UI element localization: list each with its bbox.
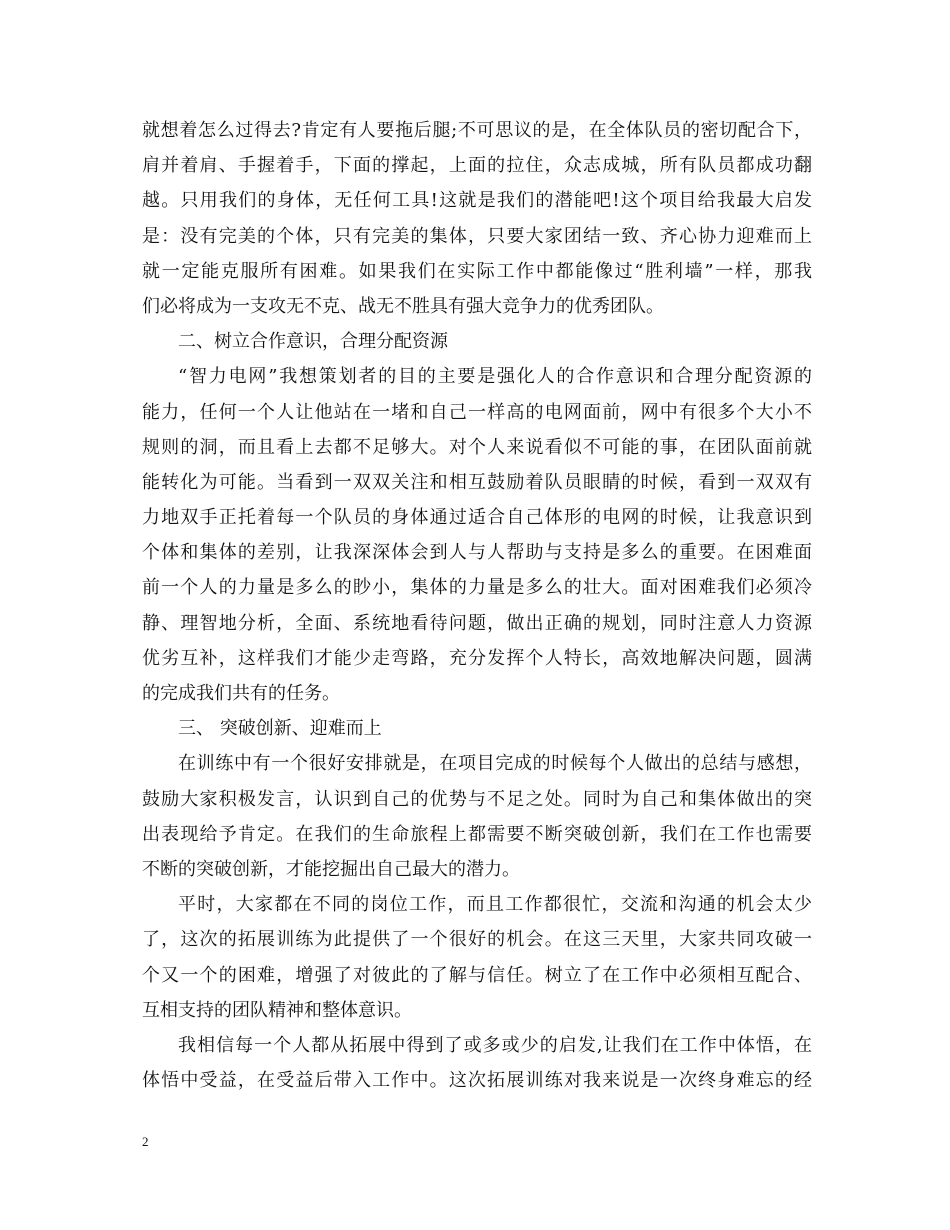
text-line: 三、 突破创新、迎难而上 <box>178 718 382 740</box>
text-line: 前一个人的力量是多么的眇小，集体的力量是多么的壮大。面对困难我们必须冷 <box>142 577 812 599</box>
text-line: 我相信每一个人都从拓展中得到了或多或少的启发,让我们在工作中体悟，在 <box>178 1034 812 1056</box>
text-line: 了，这次的拓展训练为此提供了一个很好的机会。在这三天里，大家共同攻破一 <box>142 929 812 951</box>
text-line: 互相支持的团队精神和整体意识。 <box>142 999 412 1021</box>
text-line: 个又一个的困难，增强了对彼此的了解与信任。树立了在工作中必须相互配合、 <box>142 964 812 986</box>
text-line: 们必将成为一支攻无不克、战无不胜具有强大竞争力的优秀团队。 <box>142 295 664 317</box>
text-line: 出表现给予肯定。在我们的生命旅程上都需要不断突破创新，我们在工作也需要 <box>142 823 812 845</box>
text-line: 个体和集体的差别，让我深深体会到人与人帮助与支持是多么的重要。在困难面 <box>142 542 812 564</box>
document-body <box>142 113 812 1098</box>
text-line: 平时，大家都在不同的岗位工作，而且工作都很忙，交流和沟通的机会太少 <box>178 894 812 916</box>
text-line: 是：没有完美的个体，只有完美的集体，只要大家团结一致、齐心协力迎难而上 <box>142 225 812 247</box>
text-line: 规则的洞，而且看上去都不足够大。对个人来说看似不可能的事，在团队面前就 <box>142 436 812 458</box>
text-line: 肩并着肩、手握着手，下面的撑起，上面的拉住，众志成城，所有队员都成功翻 <box>142 155 812 177</box>
text-line: “智力电网”我想策划者的目的主要是强化人的合作意识和合理分配资源的 <box>178 366 812 388</box>
text-line: 静、理智地分析，全面、系统地看待问题，做出正确的规划，同时注意人力资源 <box>142 612 812 634</box>
text-line: 鼓励大家积极发言，认识到自己的优势与不足之处。同时为自己和集体做出的突 <box>142 788 812 810</box>
text-line: 能转化为可能。当看到一双双关注和相互鼓励着队员眼睛的时候，看到一双双有 <box>142 471 812 493</box>
text-line: 不断的突破创新，才能挖掘出自己最大的潜力。 <box>142 858 520 880</box>
text-line: 越。只用我们的身体，无任何工具!这就是我们的潜能吧!这个项目给我最大启发 <box>142 190 812 212</box>
text-line: 二、树立合作意识，合理分配资源 <box>178 331 448 353</box>
text-line: 优劣互补，这样我们才能少走弯路，充分发挥个人特长，高效地解决问题，圆满 <box>142 647 812 669</box>
text-line: 在训练中有一个很好安排就是，在项目完成的时候每个人做出的总结与感想， <box>178 753 812 775</box>
text-line: 就一定能克服所有困难。如果我们在实际工作中都能像过“胜利墙”一样，那我 <box>142 260 812 282</box>
text-line: 的完成我们共有的任务。 <box>142 683 340 704</box>
text-line: 力地双手正托着每一个队员的身体通过适合自己体形的电网的时候，让我意识到 <box>142 507 812 529</box>
text-line: 能力，任何一个人让他站在一堵和自己一样高的电网面前，网中有很多个大小不 <box>142 401 812 423</box>
page-number: 2 <box>142 1134 149 1149</box>
text-line: 就想着怎么过得去?肯定有人要拖后腿;不可思议的是，在全体队员的密切配合下， <box>142 120 812 141</box>
text-line: 体悟中受益，在受益后带入工作中。这次拓展训练对我来说是一次终身难忘的经 <box>142 1070 812 1092</box>
